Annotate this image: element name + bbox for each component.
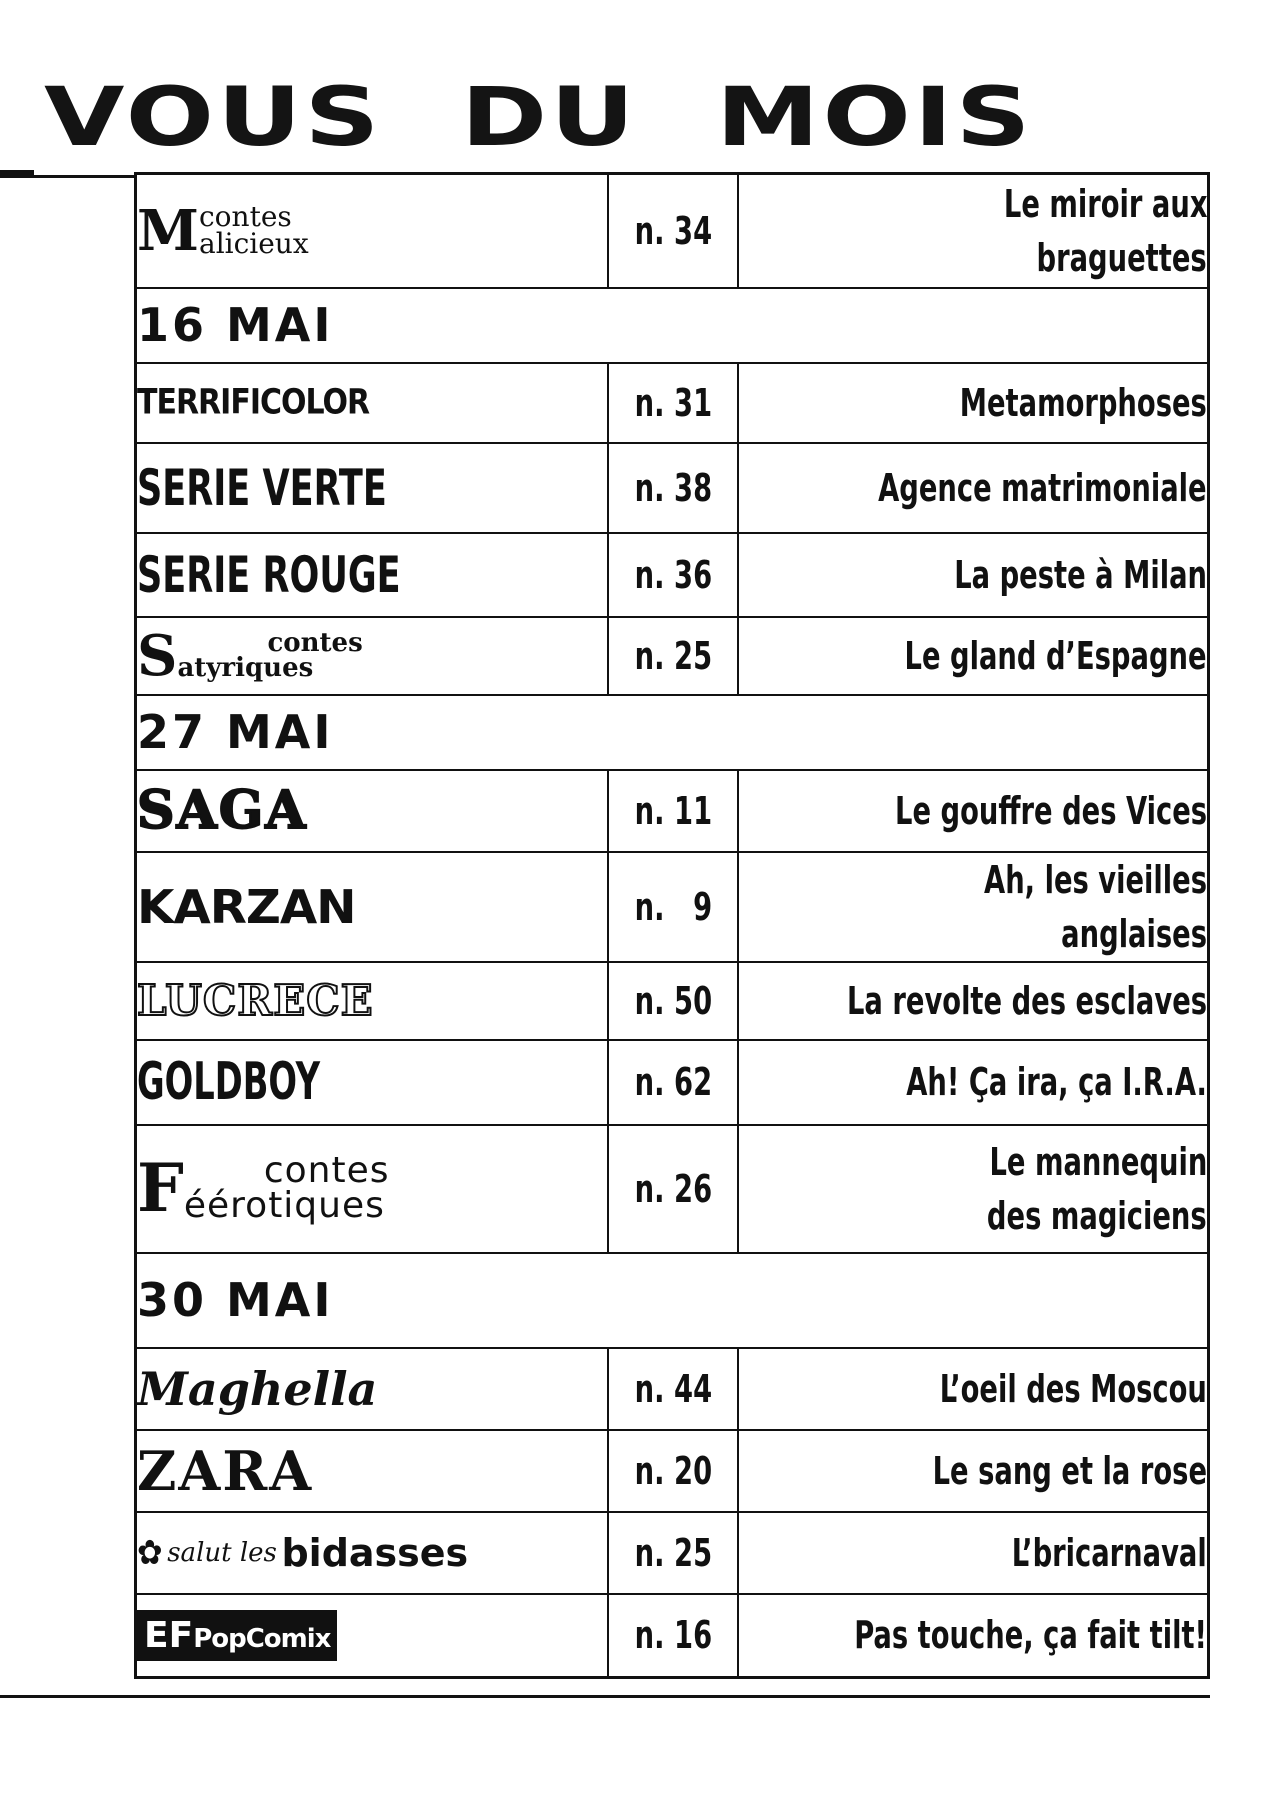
page-title: VOUS DU MOIS (44, 69, 1034, 165)
story-title: Metamorphoses (738, 363, 1209, 443)
logo-initial: F (137, 1149, 184, 1228)
table-row (136, 1594, 1209, 1678)
story-title: Agence matrimoniale (738, 443, 1209, 533)
issue-number: n. 25 (608, 617, 738, 695)
story-title: L’bricarnaval (738, 1512, 1209, 1594)
logo-line1: contes (263, 1150, 390, 1192)
table-row (136, 1040, 1209, 1125)
issue-number: n. 62 (608, 1040, 738, 1125)
logo-bold: bidasses (281, 1530, 469, 1575)
logo-script: salut les (167, 1537, 277, 1568)
issue-number: n. 36 (608, 533, 738, 617)
logo-initial: S (137, 622, 178, 689)
table-row (136, 1125, 1209, 1253)
logo-karzan: KARZAN (136, 852, 609, 962)
story-title: Le gouffre des Vices (738, 770, 1209, 852)
story-title: Le gland d’Espagne (738, 617, 1209, 695)
table-row (136, 852, 1209, 962)
issue-number: n. 20 (608, 1430, 738, 1512)
logo-terrificolor: TERRIFICOLOR (136, 363, 609, 443)
issue-number: n. 25 (608, 1512, 738, 1594)
logo-salut-les-bidasses (136, 1512, 609, 1594)
story-title: La revolte des esclaves (738, 962, 1209, 1040)
story-title: Le mannequin des magiciens (738, 1125, 1209, 1253)
date-row (136, 1253, 1209, 1348)
table-row (136, 1348, 1209, 1430)
logo-initial: M (137, 197, 199, 264)
table-row (136, 770, 1209, 852)
date-heading: 27 MAI (136, 695, 1209, 770)
logo-line2: alicieux (199, 226, 309, 260)
story-title: La peste à Milan (738, 533, 1209, 617)
logo-saga: SAGA (136, 770, 609, 852)
date-row (136, 695, 1209, 770)
issue-number: n. 31 (608, 363, 738, 443)
table-row (136, 1430, 1209, 1512)
issue-number: n. 11 (608, 770, 738, 852)
logo-contes-feerotiques (136, 1125, 609, 1253)
logo-contes-malicieux (136, 174, 609, 288)
table-row (136, 174, 1209, 288)
issue-number: n. 34 (608, 174, 738, 288)
table-row (136, 617, 1209, 695)
story-title: L’oeil des Moscou (738, 1348, 1209, 1430)
logo-zara: ZARA (136, 1430, 609, 1512)
table-row (136, 962, 1209, 1040)
issue-number: n. 16 (608, 1594, 738, 1678)
issue-number: n. 50 (608, 962, 738, 1040)
logo-serie-rouge: SERIE ROUGE (136, 533, 609, 617)
story-title: Ah! Ça ira, ça I.R.A. (738, 1040, 1209, 1125)
date-row (136, 288, 1209, 363)
date-heading: 30 MAI (136, 1253, 1209, 1348)
bottom-rule (0, 1695, 1210, 1698)
release-table (134, 172, 1210, 1679)
logo-line1: contes (199, 200, 292, 234)
date-heading: 16 MAI (136, 288, 1209, 363)
logo-rest: PopComix (193, 1623, 331, 1654)
story-title: Ah, les vieilles anglaises (738, 852, 1209, 962)
table-row (136, 443, 1209, 533)
logo-ef-popcomix (136, 1594, 609, 1678)
issue-number: n. 38 (608, 443, 738, 533)
story-title: Le sang et la rose (738, 1430, 1209, 1512)
flower-icon: ✿ (137, 1532, 163, 1573)
logo-maghella: Maghella (136, 1348, 609, 1430)
story-title: Pas touche, ça fait tilt! (738, 1594, 1209, 1678)
issue-number: n. 26 (608, 1125, 738, 1253)
logo-contes-satyriques (136, 617, 609, 695)
logo-serie-verte: SERIE VERTE (136, 443, 609, 533)
logo-line2: éérotiques (183, 1184, 385, 1226)
logo-line1: contes (267, 627, 363, 658)
table-row (136, 533, 1209, 617)
logo-line2: atyriques (177, 652, 314, 683)
issue-number: n. 9 (608, 852, 738, 962)
logo-goldboy: GOLDBOY (136, 1040, 609, 1125)
left-bar (0, 175, 136, 178)
table-row (136, 363, 1209, 443)
story-title: Le miroir aux braguettes (738, 174, 1209, 288)
issue-number: n. 44 (608, 1348, 738, 1430)
logo-lucrece: LUCRECE (136, 962, 609, 1040)
logo-prefix: EF (144, 1614, 194, 1656)
table-row (136, 1512, 1209, 1594)
